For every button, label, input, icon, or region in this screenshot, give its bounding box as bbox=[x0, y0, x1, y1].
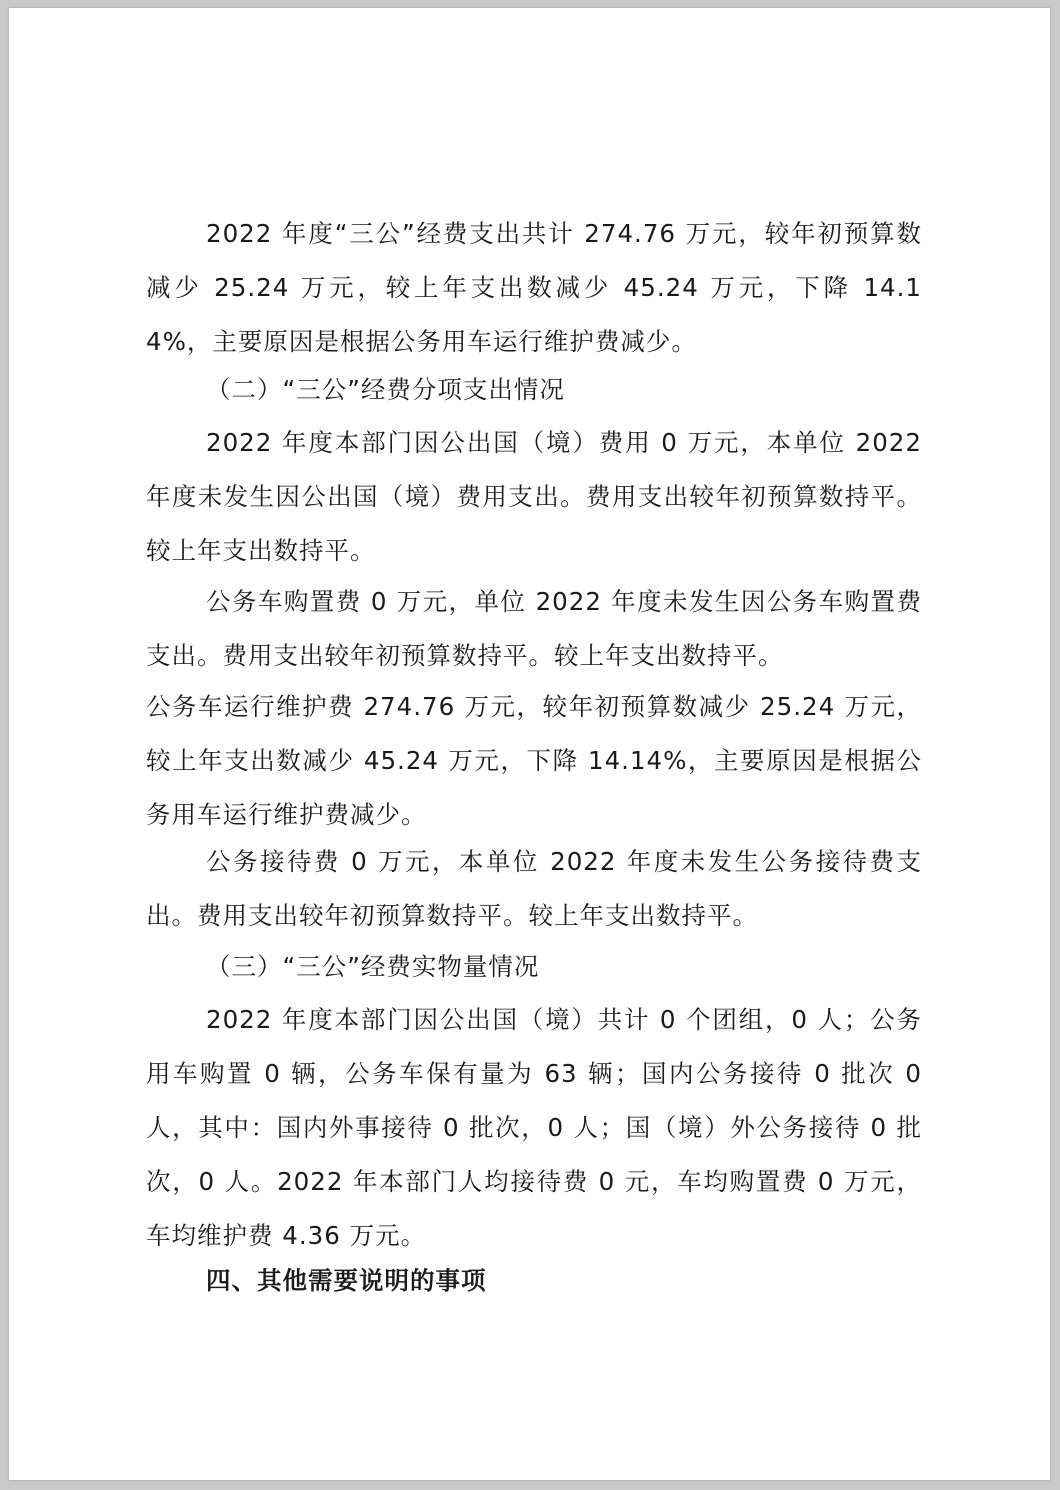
subheading-itemized-expenditure: （二）“三公”经费分项支出情况 bbox=[206, 375, 565, 404]
paragraph-overseas-travel: 2022 年度本部门因公出国（境）费用 0 万元，本单位 2022 年度未发生因公出国（境）费用支出。费用支出较年初预算数持平。较上年支出数持平。 bbox=[146, 428, 922, 565]
section-heading-other-matters: 四、其他需要说明的事项 bbox=[206, 1266, 487, 1295]
paragraph-total-expenditure: 2022 年度“三公”经费支出共计 274.76 万元，较年初预算数减少 25.24 万元，较上年支出数减少 45.24 万元，下降 14.14%，主要原因是根据公务用车运行维护费减少。 bbox=[146, 219, 922, 356]
subheading-physical-quantity: （三）“三公”经费实物量情况 bbox=[206, 952, 540, 981]
paragraph-vehicle-purchase: 公务车购置费 0 万元，单位 2022 年度未发生因公务车购置费支出。费用支出较年初预算数持平。较上年支出数持平。 bbox=[146, 587, 922, 670]
paragraph-vehicle-maintenance: 公务车运行维护费 274.76 万元，较年初预算数减少 25.24 万元，较上年支出数减少 45.24 万元，下降 14.14%，主要原因是根据公务用车运行维护费减少。 bbox=[146, 692, 922, 829]
paragraph-physical-quantity: 2022 年度本部门因公出国（境）共计 0 个团组，0 人；公务用车购置 0 辆，公务车保有量为 63 辆；国内公务接待 0 批次 0 人，其中：国内外事接待 0 批次，0 人；国（境）外公务接待 0 批次，0 人。2022 年本部门人均接待费 0 元，车均购置费 0 万元，车均维护费 4.36 万元。 bbox=[146, 1005, 922, 1250]
paragraph-reception-expenses: 公务接待费 0 万元，本单位 2022 年度未发生公务接待费支出。费用支出较年初预算数持平。较上年支出数持平。 bbox=[146, 847, 922, 930]
document-page bbox=[9, 8, 1050, 1480]
